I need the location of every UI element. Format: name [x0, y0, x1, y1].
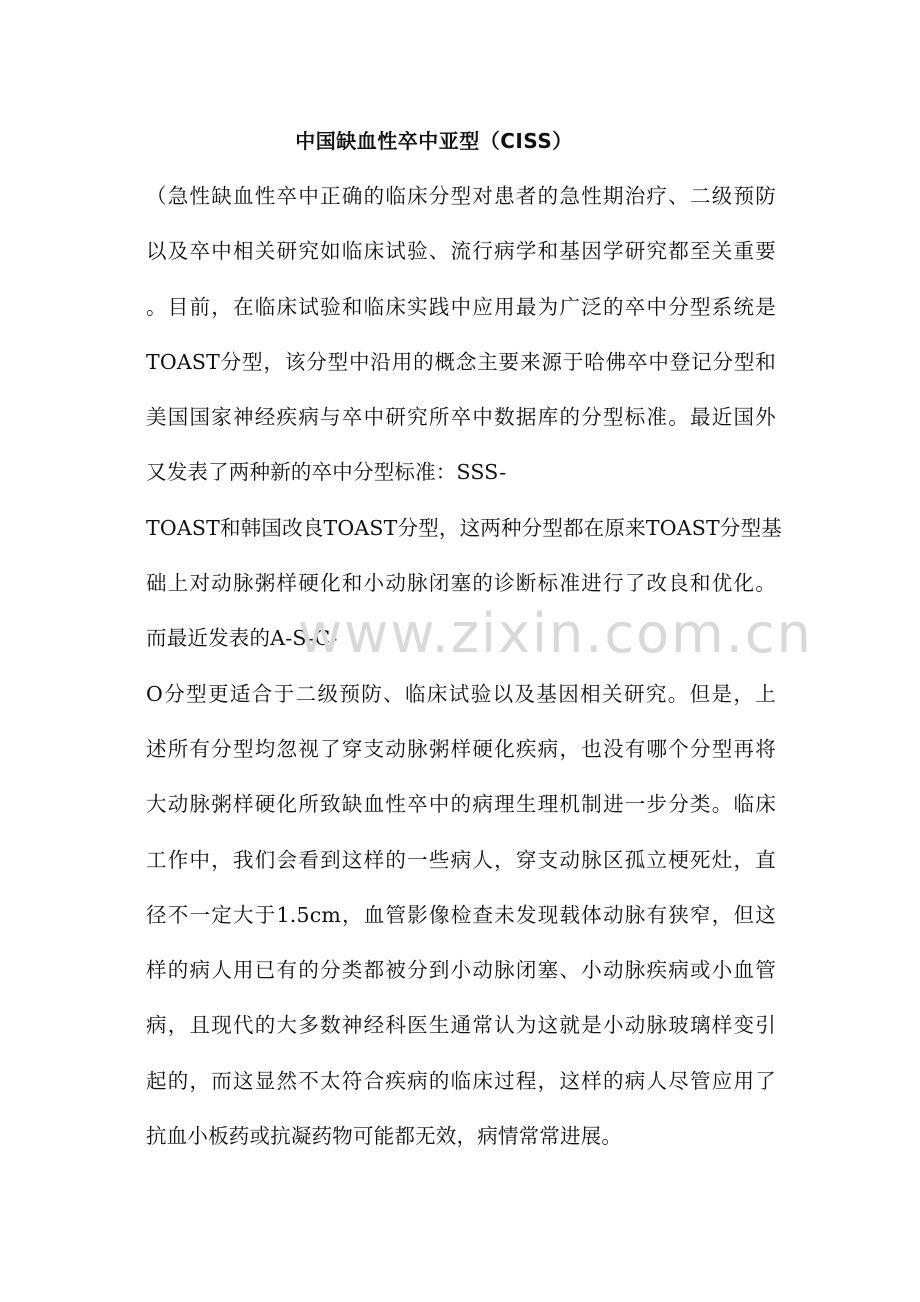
body-line: 大动脉粥样硬化所致缺血性卒中的病理生理机制进一步分类。临床: [146, 792, 776, 817]
body-line: TOAST分型，该分型中沿用的概念主要来源于哈佛卒中登记分型和: [146, 349, 776, 374]
body-line: （急性缺血性卒中正确的临床分型对患者的急性期治疗、二级预防: [146, 184, 776, 208]
body-line: 径不一定大于1.5cm，血管影像检查未发现载体动脉有狭窄，但这: [146, 902, 776, 927]
body-line: TOAST和韩国改良TOAST分型，这两种分型都在原来TOAST分型基: [146, 515, 783, 540]
body-line: 样的病人用已有的分类都被分到小动脉闭塞、小动脉疾病或小血管: [146, 958, 776, 983]
body-line: O分型更适合于二级预防、临床试验以及基因相关研究。但是，上: [146, 681, 776, 706]
body-line: 以及卒中相关研究如临床试验、流行病学和基因学研究都至关重要: [146, 239, 776, 264]
body-line: 述所有分型均忽视了穿支动脉粥样硬化疾病，也没有哪个分型再将: [146, 736, 776, 761]
body-line: 病，且现代的大多数神经科医生通常认为这就是小动脉玻璃样变引: [146, 1013, 776, 1038]
body-line: 美国国家神经疾病与卒中研究所卒中数据库的分型标准。最近国外: [146, 405, 776, 430]
document-body: [146, 178, 783, 1173]
watermark-text: www.zixin.com.cn: [298, 602, 813, 665]
body-line: 又发表了两种新的卒中分型标准：SSS-: [146, 460, 507, 485]
document-title: 中国缺血性卒中亚型（CISS）: [295, 129, 573, 153]
body-line: 工作中，我们会看到这样的一些病人，穿支动脉区孤立梗死灶，直: [146, 847, 776, 872]
body-line: 抗血小板药或抗凝药物可能都无效，病情常常进展。: [146, 1124, 623, 1149]
body-line: 。目前，在临床试验和临床实践中应用最为广泛的卒中分型系统是: [146, 294, 776, 319]
body-line: 起的，而这显然不太符合疾病的临床过程，这样的病人尽管应用了: [146, 1068, 776, 1093]
body-line: 础上对动脉粥样硬化和小动脉闭塞的诊断标准进行了改良和优化。: [146, 571, 776, 596]
body-line: 而最近发表的A-S-C-: [146, 626, 338, 651]
